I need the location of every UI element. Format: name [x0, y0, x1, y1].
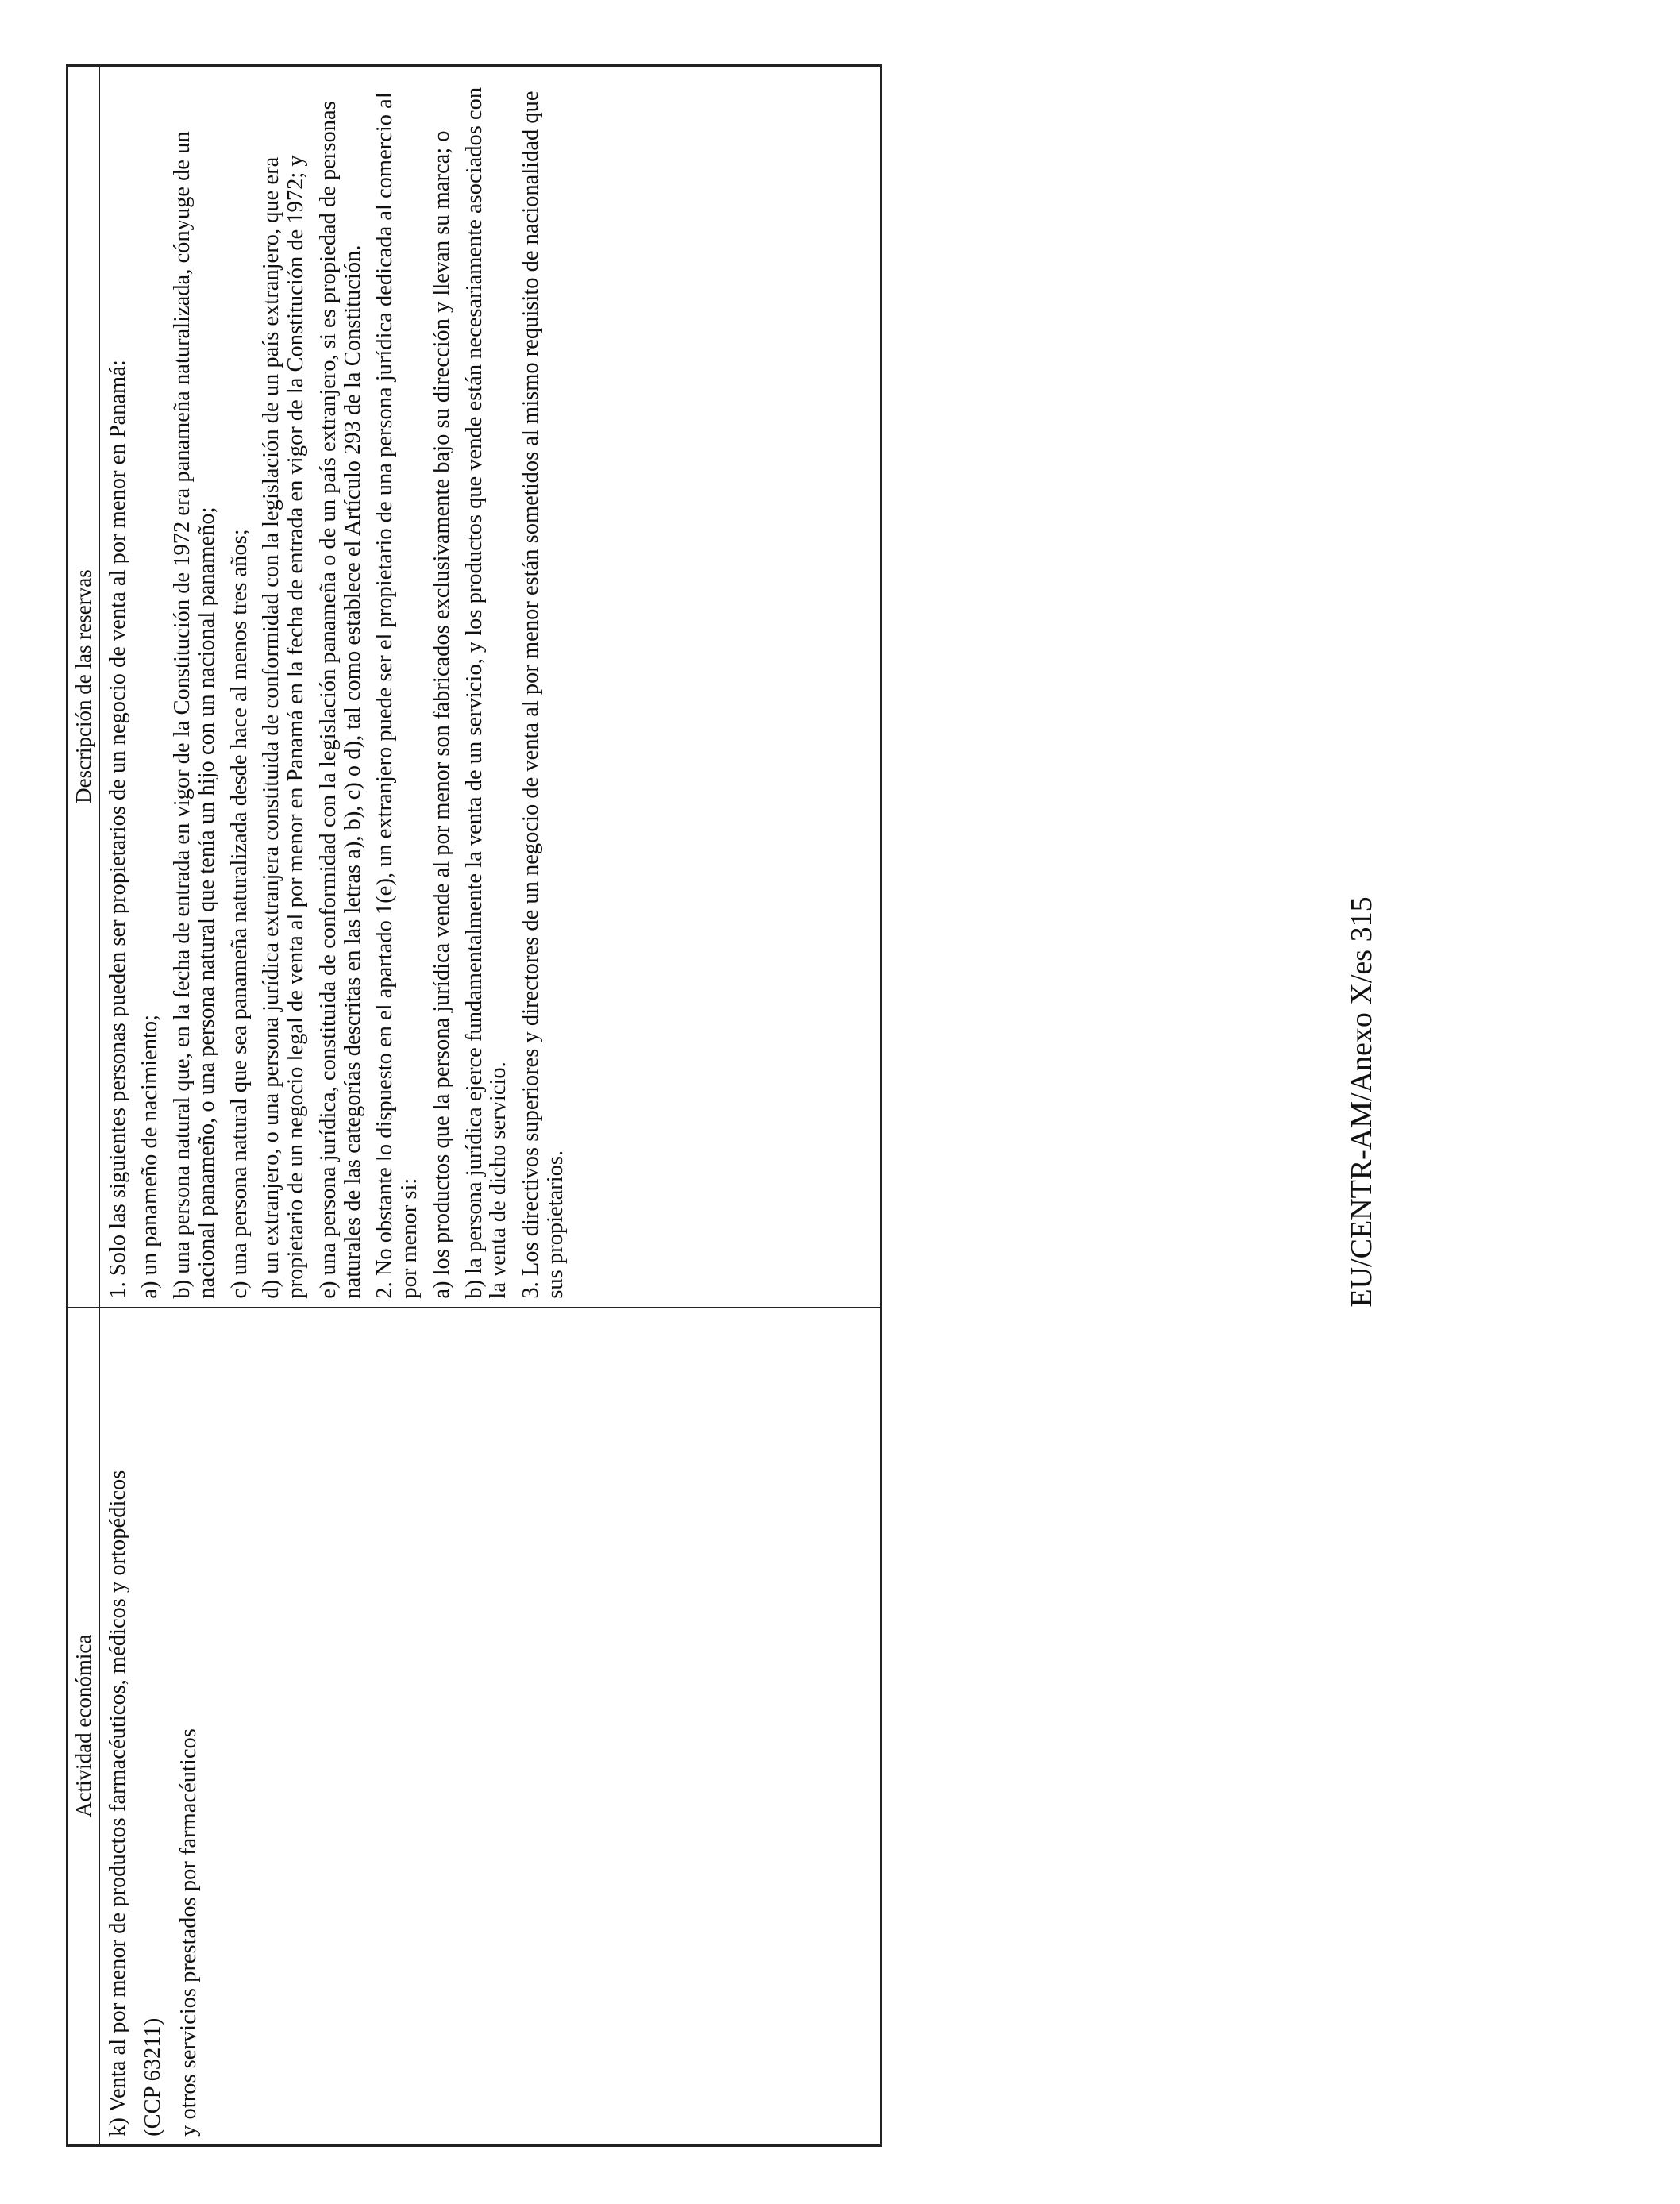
activity-line: (CCP 63211): [141, 2017, 166, 2137]
reservations-table: [66, 64, 882, 2147]
description-paragraph: a) los productos que la persona jurídica vende al por menor son fabricados exclusivamente bajo su dirección y llevan su marca; o: [429, 130, 454, 1299]
description-paragraph: c) una persona natural que sea panameña naturalizada desde hace al menos tres años;: [226, 529, 252, 1299]
table-row: [99, 66, 880, 2144]
activity-line: y otros servicios prestados por farmacéuticos: [176, 1728, 202, 2137]
activity-line: k) Venta al por menor de productos farmacéuticos, médicos y ortopédicos: [105, 1470, 130, 2137]
header-activity: Actividad económica: [67, 1307, 99, 2144]
description-cell: [99, 66, 880, 1307]
table-header-row: [67, 66, 99, 2144]
table: [67, 66, 880, 2145]
description-paragraph: 3. Los directivos superiores y directores de un negocio de venta al por menor están sometidos al mismo requisito de nacionalidad que sus propietarios.: [518, 91, 568, 1299]
description-paragraph: b) la persona jurídica ejerce fundamentalmente la venta de un servicio, y los productos que vende están necesariamente asociados con la venta de dicho servicio.: [461, 87, 511, 1299]
description-paragraph: 2. No obstante lo dispuesto en el apartado 1(e), un extranjero puede ser el propietario de una persona jurídica dedicada al comercio al por menor si:: [372, 92, 422, 1299]
description-paragraph: b) una persona natural que, en la fecha de entrada en vigor de la Constitución de 1972 era panameña naturalizada, cónyuge de un nacional panameño, o una persona natural que tenía un hijo con un nacional panameño;: [170, 131, 219, 1299]
description-paragraph: a) un panameño de nacimiento;: [137, 1014, 163, 1299]
page-footer-reference: EU/CENTR-AM/Anexo X/es 315: [1344, 896, 1378, 1308]
description-paragraph: d) un extranjero, o una persona jurídica extranjera constituida de conformidad con la legislación de un país extranjero, que era propietario de un negocio legal de venta al por menor en Panamá en la fecha de entrada en vigor de la Constitución de 1972; y: [259, 155, 309, 1299]
description-paragraph: 1. Solo las siguientes personas pueden ser propietarios de un negocio de venta al por menor en Panamá:: [105, 360, 130, 1299]
header-description: Descripción de las reservas: [67, 66, 99, 1307]
activity-cell: [99, 1307, 880, 2144]
description-paragraph: e) una persona jurídica, constituida de conformidad con la legislación panameña o de un país extranjero, si es propiedad de personas naturales de las categorías descritas en las letras a), b), c) o d), tal como establece el Artículo 293 de la Constitución.: [315, 101, 365, 1299]
